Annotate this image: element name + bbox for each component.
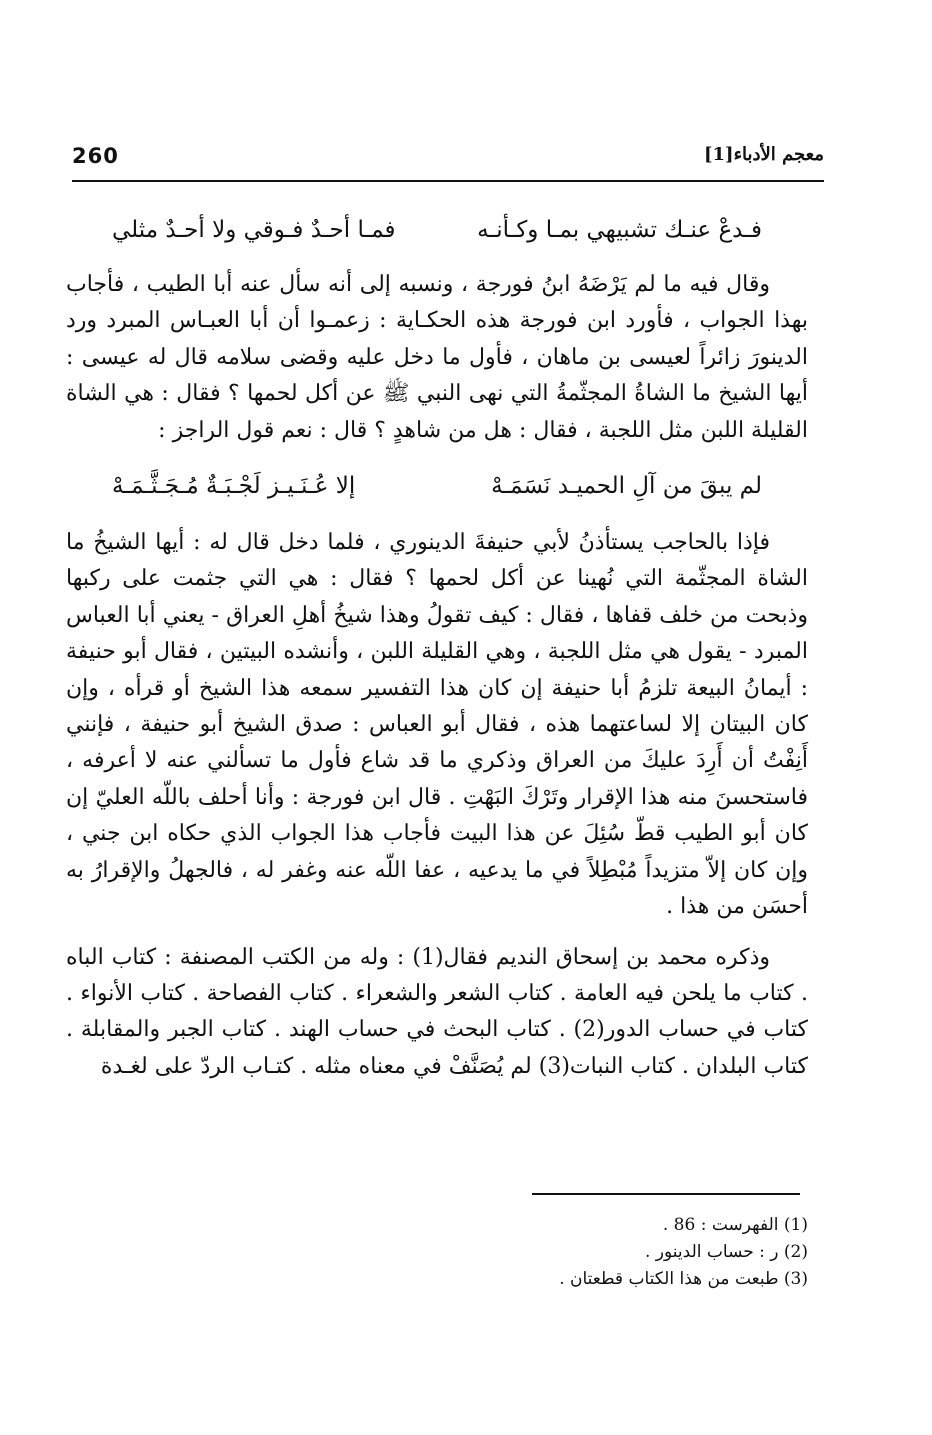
body-text — [66, 205, 808, 1085]
verse-couplet-2 — [112, 461, 762, 511]
paragraph-1: وقال فيه ما لم يَرْضَهُ ابنُ فورجة ، ونسبه إلى أنه سأل عنه أبا الطيب ، فأجاب بهذا الجواب ، فأورد ابن فورجة هذه الحكـاية : زعمـوا أن أبا العبـاس المبرد ورد الدينورَ زائراً لعيسى بن ماهان ، فأول ما دخل عليه وقضى سلامه قال له عيسى : أيها الشيخ ما الشاةُ المجثّمةُ التي نهى النبي ﷺ عن أكل لحمها ؟ فقال : هي الشاة القليلة اللبن مثل اللجبة ، فقال : هل من شاهدٍ ؟ قال : نعم قول الراجز : — [66, 272, 808, 443]
verse-2-second-hemistich: إلا عُـنَـيـز لَجْـبَـةٌ مُـجَـثَّـمَـهْ — [112, 472, 356, 499]
header-rule — [72, 180, 824, 182]
page-number: 260 — [72, 144, 119, 168]
paragraph-3: وذكره محمد بن إسحاق النديم فقال(1) : وله من الكتب المصنفة : كتاب الباه . كتاب ما يلحن فيه العامة . كتاب الشعر والشعراء . كتاب الفصاحة . كتاب الأنواء . كتاب في حساب الدور(2) . كتاب البحث في حساب الهند . كتاب الجبر والمقابلة . كتاب البلدان . كتاب النبات(3) لم يُصَنَّفْ في معناه مثله . كتـاب الردّ على لغـدة — [66, 944, 809, 1079]
verse-2-first-hemistich: لم يبقَ من آلِ الحميـد نَسَمَـهْ — [491, 472, 762, 499]
verse-1-second-hemistich: فمـا أحـدٌ فـوقي ولا أحـدٌ مثلي — [112, 216, 396, 243]
running-header — [72, 138, 824, 178]
footnotes — [208, 1212, 808, 1293]
footnote-3: (3) طبعت من هذا الكتاب قطعتان . — [559, 1269, 808, 1289]
verse-1-first-hemistich: فـدعْ عنـك تشبيهي بمـا وكـأنـه — [477, 216, 762, 243]
footnote-rule — [532, 1193, 800, 1195]
verse-couplet-1 — [112, 205, 762, 255]
running-title: معجم الأدباء[1] — [703, 144, 824, 165]
paragraph-2: فإذا بالحاجب يستأذنُ لأبي حنيفةَ الدينوري ، فلما دخل قال له : أيها الشيخُ ما الشاة المجثّمة التي نُهينا عن أكل لحمها ؟ فقال : هي التي جثمت على ركبها وذبحت من خلف قفاها ، فقال : كيف تقولُ وهذا شيخُ أهلِ العراق - يعني أبا العباس المبرد - يقول هي مثل اللجبة ، وهي القليلة اللبن ، وأنشده البيتين ، فقال أبو حنيفة : أيمانُ البيعة تلزمُ أبا حنيفة إن كان هذا التفسير سمعه هذا الشيخ أو قرأه ، وإن كان البيتان إلا لساعتهما هذه ، فقال أبو العباس : صدق الشيخ أبو حنيفة ، فإنني أَنِفْتُ أن أَرِدَ عليكَ من العراق وذكري ما قد شاع فأول ما تسألني عنه لا أعرفه ، فاستحسنَ منه هذا الإقرار وتَرْكَ البَهْتِ . قال ابن فورجة : وأنا أحلف باللّه العليّ إن كان أبو الطيب قطّ سُئِلَ عن هذا البيت فأجاب هذا الجواب الذي حكاه ابن جني ، وإن كان إلاّ متزيداً مُبْطِلاً في ما يدعيه ، عفا اللّه عنه وغفر له ، فالجهلُ والإقرارُ به أحسَن من هذا . — [66, 530, 808, 920]
footnote-1: (1) الفهرست : 86 . — [662, 1215, 808, 1235]
footnote-2: (2) ر : حساب الدينور . — [645, 1242, 808, 1262]
